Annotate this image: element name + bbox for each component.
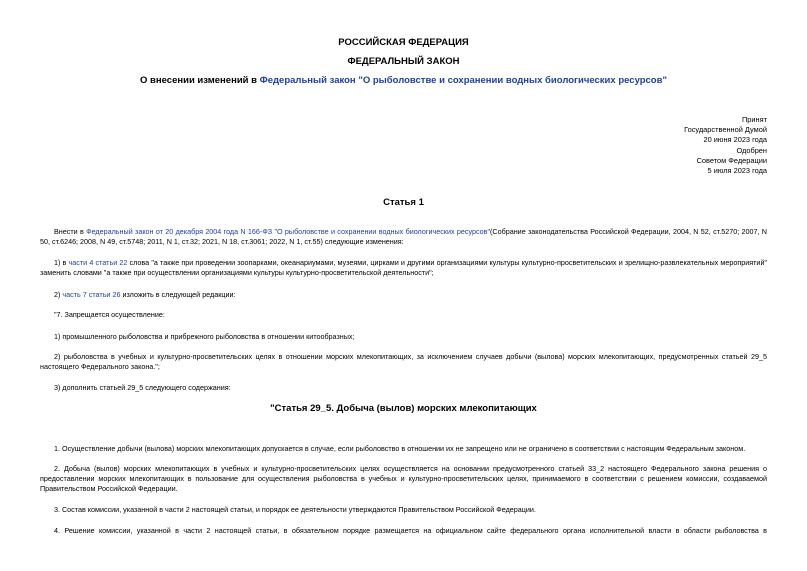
adoption-block	[684, 115, 767, 176]
law-title-prefix: О внесении изменений в	[140, 75, 260, 86]
quote-item-1: 1) промышленного рыболовства и прибрежного рыболовства в отношении китообразных;	[54, 332, 355, 341]
item-3: 3) дополнить статьей 29_5 следующего содержания:	[54, 383, 231, 392]
approved-by: Советом Федерации	[696, 155, 767, 165]
item-2-prefix: 2)	[54, 290, 63, 299]
approved-label: Одобрен	[736, 145, 767, 155]
article-29-5-part-2: 2. Добыча (вылов) морских млекопитающих в учебных и культурно-просветительских целях осуществляется на основании предусмотренного статьей 33_2 настоящего Федерального закона решения о предоставлении морских млекопитающих в пользование для осуществления рыболовства в учебных и культурно-просветительских целях, принимаемого в соответствии с решением комиссии, создаваемой Правительством Российской Федерации.	[40, 464, 767, 493]
intro-law-link[interactable]: Федеральный закон от 20 декабря 2004 года N 166-ФЗ "О рыболовстве и сохранении водных биологических ресурсов"	[86, 227, 491, 236]
item-1-link[interactable]: части 4 статьи 22	[68, 258, 128, 267]
adopted-date: 20 июня 2023 года	[703, 135, 767, 145]
article-1-heading: Статья 1	[383, 197, 424, 208]
intro-prefix: Внести в	[54, 227, 87, 236]
item-2-rest: изложить в следующей редакции:	[120, 290, 236, 299]
article-29-5-part-1: 1. Осуществление добычи (вылова) морских млекопитающих допускается в случае, если рыболовство в отношении их не запрещено или не ограничено в соответствии с настоящим Федеральным законом.	[54, 444, 746, 453]
adopted-label: Принят	[741, 115, 767, 124]
law-title	[0, 75, 807, 86]
item-1-rest: слова "а также при проведении зоопарками, океанариумами, музеями, цирками и другими организациями культуры культурно-просветительских и зрелищно-развлекательных мероприятий" заменить словами "а также при осуществлении организациями культуры культурно-просветительской деятельности";	[40, 258, 768, 277]
article-29-5-part-3: 3. Состав комиссии, указанной в части 2 настоящей статьи, и порядок ее деятельности утверждаются Правительством Российской Федерации.	[54, 505, 536, 514]
quote-item-2: 2) рыболовства в учебных и культурно-просветительских целях в отношении морских млекопитающих, за исключением случаев добычи (вылова) морских млекопитающих, предусмотренных статьей 29_5 настоящего Федерального закона.";	[40, 352, 767, 371]
item-1	[40, 258, 767, 278]
intro-rest: (Собрание законодательства Российской Федерации, 2004, N 52, ст.5270; 2007, N 50, ст.6246; 2008, N 49, ст.5748; 2011, N 1, ст.32; 2021, N 18, ст.3061; 2022, N 1, ст.55) следующие изменения:	[40, 227, 767, 246]
country-heading: РОССИЙСКАЯ ФЕДЕРАЦИЯ	[338, 37, 469, 48]
article-1-intro	[40, 227, 767, 247]
approved-date: 5 июля 2023 года	[707, 166, 767, 176]
quote-intro: "7. Запрещается осуществление:	[54, 310, 165, 319]
article-29-5-part-4: 4. Решение комиссии, указанной в части 2 настоящей статьи, в обязательном порядке размещается на официальном сайте федерального органа исполнительной власти в области рыболовства в	[54, 526, 767, 535]
article-29-5-heading: "Статья 29_5. Добыча (вылов) морских млекопитающих	[270, 403, 537, 414]
item-2-link[interactable]: часть 7 статьи 26	[62, 290, 121, 299]
item-1-prefix: 1) в	[54, 258, 69, 267]
item-2	[40, 290, 767, 300]
law-title-link[interactable]: Федеральный закон "О рыболовстве и сохранении водных биологических ресурсов"	[259, 75, 667, 86]
law-type-heading: ФЕДЕРАЛЬНЫЙ ЗАКОН	[347, 56, 460, 67]
adopted-by: Государственной Думой	[684, 125, 767, 135]
